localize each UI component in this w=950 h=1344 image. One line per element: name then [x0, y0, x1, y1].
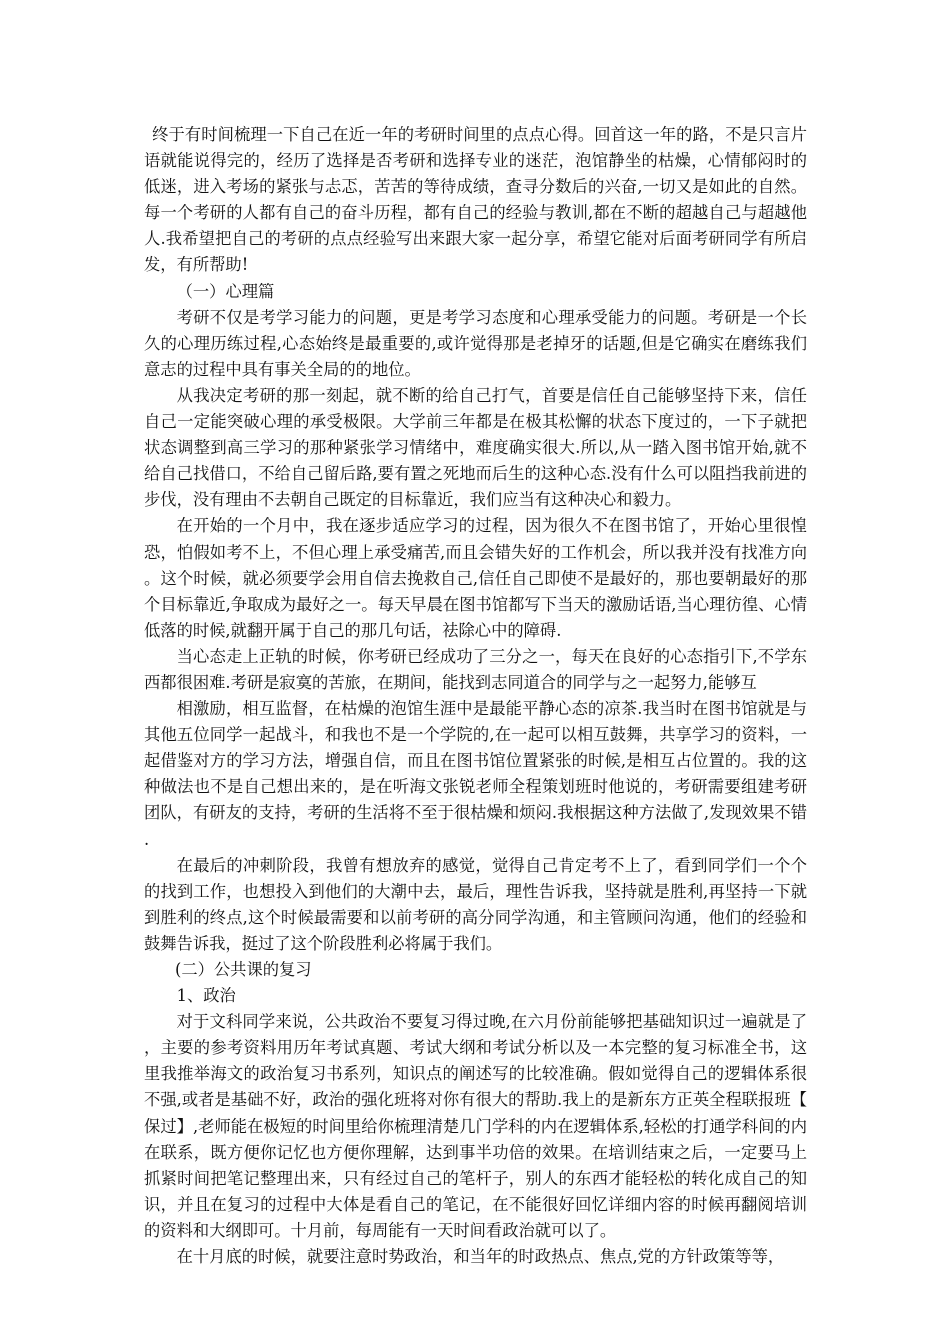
body-paragraph: 从我决定考研的那一刻起，就不断的给自己打气，首要是信任自己能够坚持下来，信任自己一定能突破心理的承受极限。大学前三年都是在极其松懈的状态下度过的，一下子就把状态调整到高三学习的那种紧张学习情绪中，难度确实很大.所以,从一踏入图书馆开始,就不给自己找借口，不给自己留后路,要有置之死地而后生的这种心态.没有什么可以阻挡我前进的步伐，没有理由不去朝自己既定的目标靠近，我们应当有这种决心和毅力。 [144, 385, 807, 510]
body-paragraph: 对于文科同学来说，公共政治不要复习得过晚,在六月份前能够把基础知识过一遍就是了，主要的参考资料用历年考试真题、考试大纲和考试分析以及一本完整的复习标准全书，这里我推举海文的政治复习书系列，知识点的阐述写的比较准确。假如觉得自己的逻辑体系很不强,或者是基础不好，政治的强化班将对你有很大的帮助.我上的是新东方正英全程联报班【保过】,老师能在极短的时间里给你梳理清楚几门学科的内在逻辑体系,轻松的打通学科间的内在联系，既方便你记忆也方便你理解，达到事半功倍的效果。在培训结束之后，一定要马上抓紧时间把笔记整理出来，只有经过自己的笔杆子，别人的东西才能轻松的转化成自己的知识，并且在复习的过程中大体是看自己的笔记，在不能很好回忆详细内容的时候再翻阅培训的资料和大纲即可。十月前，每周能有一天时间看政治就可以了。 [144, 1012, 807, 1240]
body-paragraph: 当心态走上正轨的时候，你考研已经成功了三分之一，每天在良好的心态指引下,不学东西都很困难.考研是寂寞的苦旅，在期间，能找到志同道合的同学与之一起努力,能够互 [144, 646, 807, 692]
body-paragraph: 考研不仅是考学习能力的问题，更是考学习态度和心理承受能力的问题。考研是一个长久的心理历练过程,心态始终是最重要的,或许觉得那是老掉牙的话题,但是它确实在磨练我们意志的过程中具有事关全局的的地位。 [144, 307, 807, 379]
body-paragraph: 在最后的冲刺阶段，我曾有想放弃的感觉，觉得自己肯定考不上了，看到同学们一个个的找到工作，也想投入到他们的大潮中去，最后，理性告诉我，坚持就是胜利,再坚持一下就到胜利的终点,这个时候最需要和以前考研的高分同学沟通，和主管顾问沟通，他们的经验和鼓舞告诉我，挺过了这个阶段胜利必将属于我们。 [144, 855, 807, 953]
intro-paragraph: 终于有时间梳理一下自己在近一年的考研时间里的点点心得。回首这一年的路，不是只言片语就能说得完的，经历了选择是否考研和选择专业的迷茫，泡馆静坐的枯燥，心情郁闷时的低迷，进入考场的紧张与忐忑，苦苦的等待成绩，查寻分数后的兴奋,一切又是如此的自然。每一个考研的人都有自己的奋斗历程，都有自己的经验与教训,都在不断的超越自己与超越他人.我希望把自己的考研的点点经验写出来跟大家一起分享，希望它能对后面考研同学有所启发，有所帮助! [144, 125, 807, 275]
body-paragraph: 在开始的一个月中，我在逐步适应学习的过程，因为很久不在图书馆了，开始心里很惶恐，怕假如考不上，不但心理上承受痛苦,而且会错失好的工作机会，所以我并没有找准方向。这个时候，就必须要学会用自信去挽救自己,信任自己即使不是最好的，那也要朝最好的那个目标靠近,争取成为最好之一。每天早晨在图书馆都写下当天的激励话语,当心理彷徨、心情低落的时候,就翻开属于自己的那几句话，祛除心中的障碍. [144, 516, 807, 640]
section-heading-psychology: （一）心理篇 [176, 281, 275, 301]
subsection-heading-politics: 1、政治 [176, 986, 236, 1006]
document-body [144, 122, 807, 1270]
body-paragraph: 在十月底的时候，就要注意时势政治，和当年的时政热点、焦点,党的方针政策等等， [176, 1247, 785, 1267]
section-heading-public-courses: (二）公共课的复习 [174, 960, 312, 979]
body-paragraph: 相激励，相互监督，在枯燥的泡馆生涯中是最能平静心态的凉茶.我当时在图书馆就是与其他五位同学一起战斗，和我也不是一个学院的,在一起可以相互鼓舞，共享学习的资料，一起借鉴对方的学习方法，增强自信，而且在图书馆位置紧张的时候,是相互占位置的。我的这种做法也不是自己想出来的，是在听海文张锐老师全程策划班时他说的，考研需要组建考研团队，有研友的支持，考研的生活将不至于很枯燥和烦闷.我根据这种方法做了,发现效果不错. [144, 699, 807, 849]
